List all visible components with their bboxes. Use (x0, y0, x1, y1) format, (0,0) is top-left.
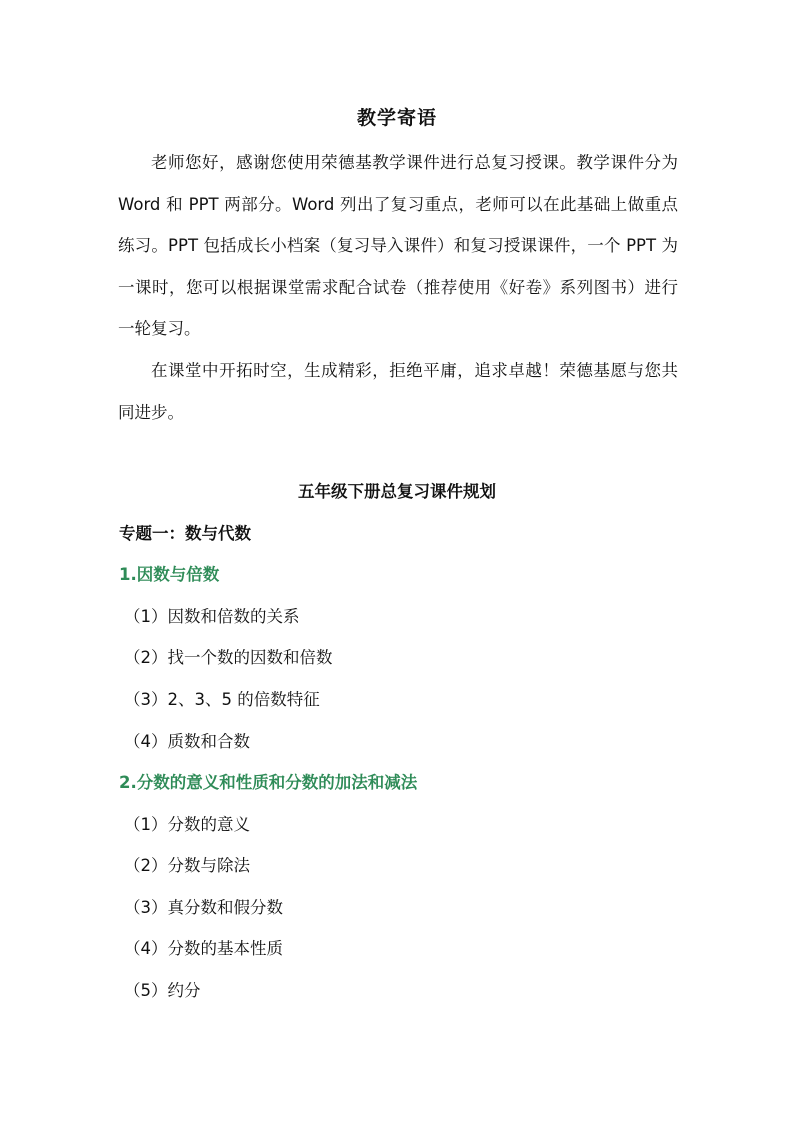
list-item: （4）质数和合数 (124, 732, 250, 751)
page-title: 教学寄语 (356, 107, 437, 129)
list-item: （2）分数与除法 (124, 856, 250, 875)
list-item: （4）分数的基本性质 (124, 939, 283, 958)
section-heading-fractions: 2.分数的意义和性质和分数的加法和减法 (119, 773, 418, 792)
list-item: （1）分数的意义 (124, 815, 250, 834)
list-item: （2）找一个数的因数和倍数 (124, 648, 333, 667)
section-heading-factors: 1.因数与倍数 (119, 565, 220, 584)
list-item: （3）真分数和假分数 (124, 898, 283, 917)
intro-paragraph-1: 老师您好，感谢您使用荣德基教学课件进行总复习授课。教学课件分为 Word 和 PPT 两部分。Word 列出了复习重点，老师可以在此基础上做重点练习。PPT 包括成长小档案（复习导入课件）和复习授课课件，一个 PPT 为一课时，您可以根据课堂需求配合试卷（推荐使用《好卷》系列图书）进行一轮复习。 (118, 153, 678, 339)
topic-heading: 专题一：数与代数 (119, 524, 251, 543)
list-item: （3）2、3、5 的倍数特征 (124, 690, 320, 709)
list-item: （5）约分 (124, 981, 201, 1000)
list-item: （1）因数和倍数的关系 (124, 607, 300, 626)
plan-title: 五年级下册总复习课件规划 (298, 482, 496, 501)
intro-paragraph-2: 在课堂中开拓时空，生成精彩，拒绝平庸，追求卓越！荣德基愿与您共同进步。 (118, 360, 678, 422)
intro-text (118, 142, 678, 433)
